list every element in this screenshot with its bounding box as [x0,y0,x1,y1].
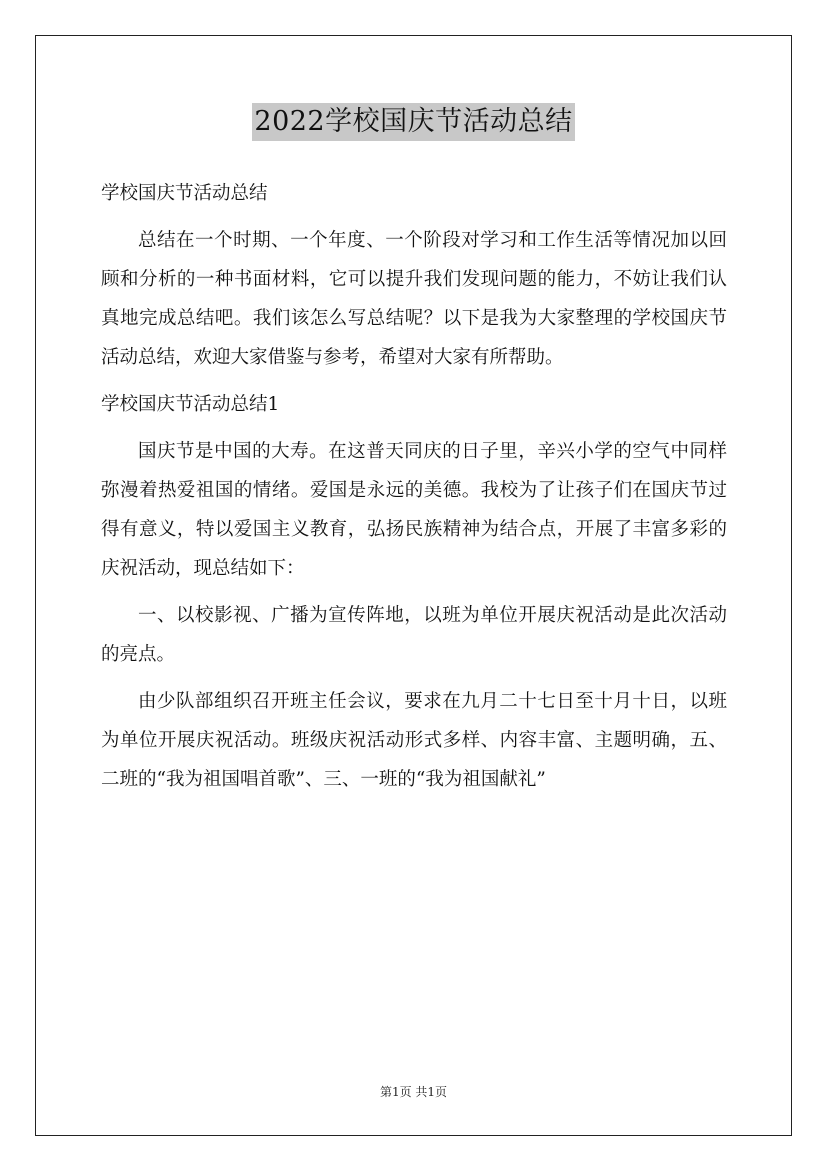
document-body [101,174,727,807]
intro-paragraph: 总结在一个时期、一个年度、一个阶段对学习和工作生活等情况加以回顾和分析的一种书面材料，它可以提升我们发现问题的能力，不妨让我们认真地完成总结吧。我们该怎么写总结呢？以下是我为大家整理的学校国庆节活动总结，欢迎大家借鉴与参考，希望对大家有所帮助。 [101,230,727,368]
section1-paragraph-3: 由少队部组织召开班主任会议，要求在九月二十七日至十月十日，以班为单位开展庆祝活动。班级庆祝活动形式多样、内容丰富、主题明确，五、二班的“我为祖国唱首歌”、三、一班的“我为祖国献礼” [101,691,727,790]
page-footer: 第1页 共1页 [379,1085,448,1099]
document-title-wrapper [0,103,827,141]
section1-paragraph-1: 国庆节是中国的大寿。在这普天同庆的日子里，辛兴小学的空气中同样弥漫着热爱祖国的情绪。爱国是永远的美德。我校为了让孩子们在国庆节过得有意义，特以爱国主义教育，弘扬民族精神为结合点，开展了丰富多彩的庆祝活动，现总结如下： [101,441,727,579]
subtitle: 学校国庆节活动总结 [101,183,268,204]
section-heading-1: 学校国庆节活动总结1 [101,394,280,415]
document-title: 2022学校国庆节活动总结 [252,103,574,141]
section1-paragraph-2: 一、以校影视、广播为宣传阵地，以班为单位开展庆祝活动是此次活动的亮点。 [101,605,727,665]
